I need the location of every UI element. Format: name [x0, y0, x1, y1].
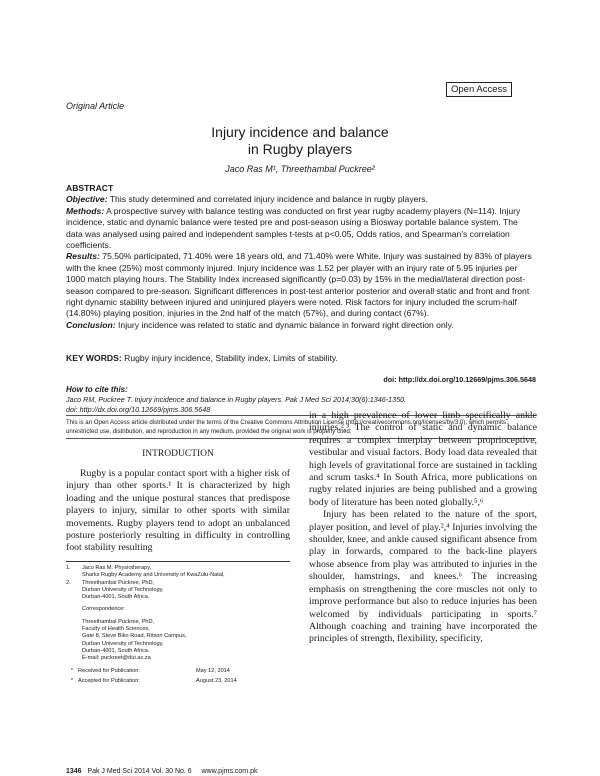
- correspondence-label: Correspondence:: [82, 606, 125, 613]
- accepted-label: Accepted for Publication:: [78, 677, 140, 684]
- affiliation-line: Durban University of Technology,: [82, 586, 164, 593]
- publication-dates: [66, 668, 290, 686]
- introduction-text-right: [309, 410, 537, 646]
- page-footer: [66, 768, 257, 775]
- affiliation-line: Jaco Ras M. Physiotherapy,: [82, 565, 152, 571]
- results-label: Results:: [66, 251, 100, 262]
- left-column: [66, 449, 290, 555]
- abstract-heading: ABSTRACT: [66, 183, 114, 193]
- article-type: Original Article: [66, 101, 125, 111]
- keywords: [66, 353, 536, 363]
- keywords-label: KEY WORDS:: [66, 353, 122, 363]
- objective-text: This study determined and correlated injury incidence and balance in rugby players.: [109, 194, 428, 205]
- citation-heading: How to cite this:: [66, 385, 128, 394]
- received-label: Received for Publication:: [78, 667, 140, 674]
- author-footnotes: [66, 565, 290, 688]
- affiliation-number: 2.: [66, 579, 71, 586]
- abstract-objective: [66, 194, 536, 205]
- citation-line: Jaco RM, Puckree T. Injury incidence and balance in Rugby players. Pak J Med Sci 2014;30(6):1346-1350.: [66, 394, 407, 404]
- page-number: 1346: [66, 768, 82, 775]
- correspondence-line: Faculty of Health Sciences,: [82, 626, 150, 633]
- conclusion-label: Conclusion:: [66, 319, 116, 330]
- methods-label: Methods:: [66, 205, 105, 216]
- methods-text: A prospective survey with balance testing was conducted on first year rugby academy players (N=114). Injury incidence, static and dynamic balance were tested pre and post-season using a Bioswaу portable balance system. The data was analysed using paired and independent samples t-tests at p<0.05, Odds ratios, and Spearman's correlation coefficients.: [66, 205, 521, 251]
- correspondence-email[interactable]: E-mail: puckreet@dut.ac.za: [82, 655, 151, 662]
- journal-website[interactable]: www.pjms.com.pk: [201, 768, 258, 775]
- intro-paragraph-2: Injury has been related to the nature of the sport, player position, and level of play.²,⁴ Injuries involving the shoulder, knee, and ankle caused significant absence from play in forwards, compared to the back-line players whose absence from play was attributed to injuries in the shoulder, hamstrings, and knees.⁶ The increasing emphasis on strengthening the core muscles not only to improve performance but also to reduce injuries has been welcomed by individuals participating in sports.⁷ Although coaching and training have incorporated the principles of strength, flexibility, specificity,: [309, 509, 537, 645]
- bullet-icon: *: [70, 677, 74, 684]
- accepted-date: August 23, 2014: [196, 677, 237, 684]
- received-date: May 12, 2014: [196, 667, 230, 674]
- intro-paragraph-continued: in a high prevalence of lower limb specifically ankle injuries.²,³ The control of static and dynamic balance requires a complex interplay between proprioceptive, vestibular and visual factors. Body load data revealed that high levels of gravitational force are sustained in tackling and scrum tasks.⁴ In South Africa, more publications on rugby related injuries are being published and a growing body of literature has been noted globally.⁵,⁶: [309, 410, 537, 508]
- affiliation-line: Durban-4001, South Africa.: [82, 594, 150, 601]
- correspondence: [66, 606, 290, 662]
- journal-info: Pak J Med Sci 2014 Vol. 30 No. 6: [87, 768, 192, 775]
- objective-label: Objective:: [66, 194, 108, 205]
- bullet-icon: *: [70, 667, 74, 674]
- article-title: [0, 124, 600, 158]
- title-line-1: Injury incidence and balance: [211, 124, 389, 140]
- introduction-text-left: [66, 468, 290, 555]
- abstract-results: [66, 251, 536, 319]
- affiliation-number: 1.: [66, 565, 71, 571]
- abstract-methods: [66, 206, 536, 252]
- conclusion-text: Injury incidence was related to static and dynamic balance in forward right direction only.: [118, 319, 454, 330]
- affiliation-line: Threethambal Puckree, PhD,: [82, 579, 155, 586]
- right-column: [309, 410, 537, 646]
- correspondence-line: Gate 8, Steve Biko Road, Ritson Campus,: [82, 633, 187, 640]
- license-text: This is an Open Access article distributed under the terms of the Creative Commons Attribution License (http://creativecommons.org/licenses/by/3.0), which permits unrestricted use, distribution, and reproduction in any medium, provided the original work is properly cited.: [66, 419, 506, 435]
- affiliation-2: [66, 580, 290, 602]
- open-access-badge: Open Access: [446, 82, 512, 97]
- intro-paragraph-1: Rugby is a popular contact sport with a higher risk of injury than other sports.¹ It is characterized by high loading and the unique postural stances that predispose players to injury, similar to other sports with similar movements. Rugby players tend to adopt an unbalanced posture posteriorly resulting in difficulty in controlling foot stability resulting: [66, 468, 290, 554]
- title-line-2: in Rugby players: [247, 141, 353, 157]
- introduction-heading: INTRODUCTION: [142, 449, 214, 459]
- doi-link[interactable]: doi: http://dx.doi.org/10.12669/pjms.306.5648: [383, 375, 536, 384]
- correspondence-line: Durban-4001, South Africa.: [82, 647, 150, 654]
- footnote-divider: [66, 561, 290, 562]
- accepted-row: [66, 678, 290, 685]
- authors: Jaco Ras M¹, Threethambal Puckree²: [225, 164, 375, 174]
- abstract-conclusion: [66, 320, 536, 331]
- correspondence-line: Threethambal Puckree, PhD,: [82, 618, 155, 625]
- abstract: [66, 183, 536, 331]
- affiliation-line: Sharks Rugby Academy and University of KwaZulu-Natal,: [82, 572, 225, 579]
- results-text: 75.50% participated, 71.40% were 18 years old, and 71.40% were White. Injury was sustained by 83% of players with the knee (25%) most commonly injured. Injury incidence was 1.52 per player with an injury rate of 5.95 injuries per 1000 match playing hours. The Stability Index increased significantly (p=0.03) by 15% in the medial/lateral direction post-season compared to pre-season. Significant differences in post-test anterior posterior and overall static and front and front right dynamic stability between injured and uninjured players were noted. Risk factors for injury included the scrum-half (14.80%) playing position, injuries in the 2nd half of the match (57%), and during contact (67%).: [66, 251, 532, 319]
- affiliation-1: [66, 565, 290, 580]
- received-row: [66, 668, 290, 675]
- correspondence-line: Durban University of Technology,: [82, 640, 164, 647]
- keywords-text: Rugby injury incidence, Stability index, Limits of stability.: [124, 353, 338, 363]
- citation-doi[interactable]: doi: http://dx.doi.org/10.12669/pjms.306.5648: [66, 404, 211, 414]
